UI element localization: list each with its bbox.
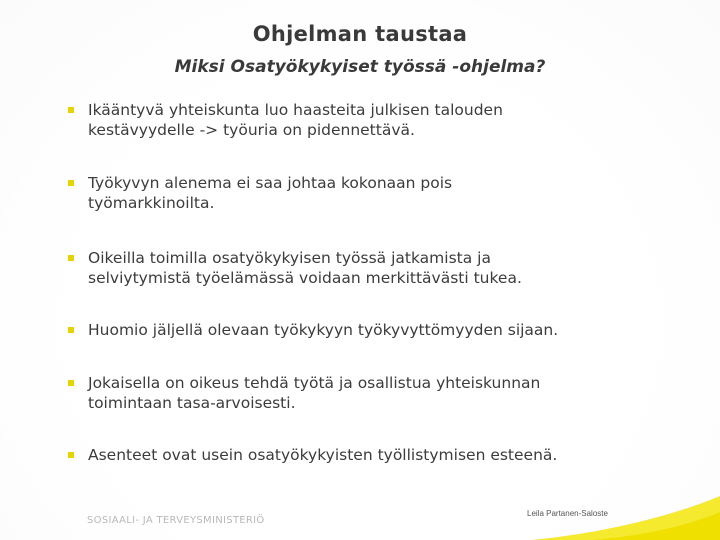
bullet-square-icon	[68, 452, 74, 458]
bullet-item	[68, 320, 668, 340]
bullet-text: Huomio jäljellä olevaan työkykyyn työkyvyttömyyden sijaan.	[88, 321, 559, 339]
slide-subtitle: Miksi Osatyökykyiset työssä -ohjelma?	[174, 57, 546, 77]
slide-title: Ohjelman taustaa	[252, 22, 468, 46]
bullet-square-icon	[68, 327, 74, 333]
footer-ministry-logo-text: SOSIAALI- JA TERVEYSMINISTERIÖ	[87, 515, 265, 526]
bullet-text: Ikääntyvä yhteiskunta luo haasteita julkisen talouden kestävyydelle -> työuria on pidennettävä.	[88, 101, 503, 139]
bullet-item	[68, 373, 668, 413]
bullet-item	[68, 100, 668, 140]
bullet-text: Jokaisella on oikeus tehdä työtä ja osallistua yhteiskunnan toimintaan tasa-arvoisesti.	[88, 374, 541, 412]
bullet-square-icon	[68, 380, 74, 386]
bullet-square-icon	[68, 255, 74, 261]
bullet-text: Asenteet ovat usein osatyökykyisten työllistymisen esteenä.	[88, 446, 558, 464]
bullet-item	[68, 173, 668, 213]
footer-author: Leila Partanen-Saloste	[527, 509, 608, 518]
bullet-square-icon	[68, 107, 74, 113]
bullet-item	[68, 248, 668, 288]
bullet-text: Työkyvyn alenema ei saa johtaa kokonaan pois työmarkkinoilta.	[88, 174, 453, 212]
bullet-square-icon	[68, 180, 74, 186]
bullet-item	[68, 445, 668, 465]
bullet-text: Oikeilla toimilla osatyökykyisen työssä jatkamista ja selviytymistä työelämässä voidaan merkittävästi tukea.	[88, 249, 522, 287]
